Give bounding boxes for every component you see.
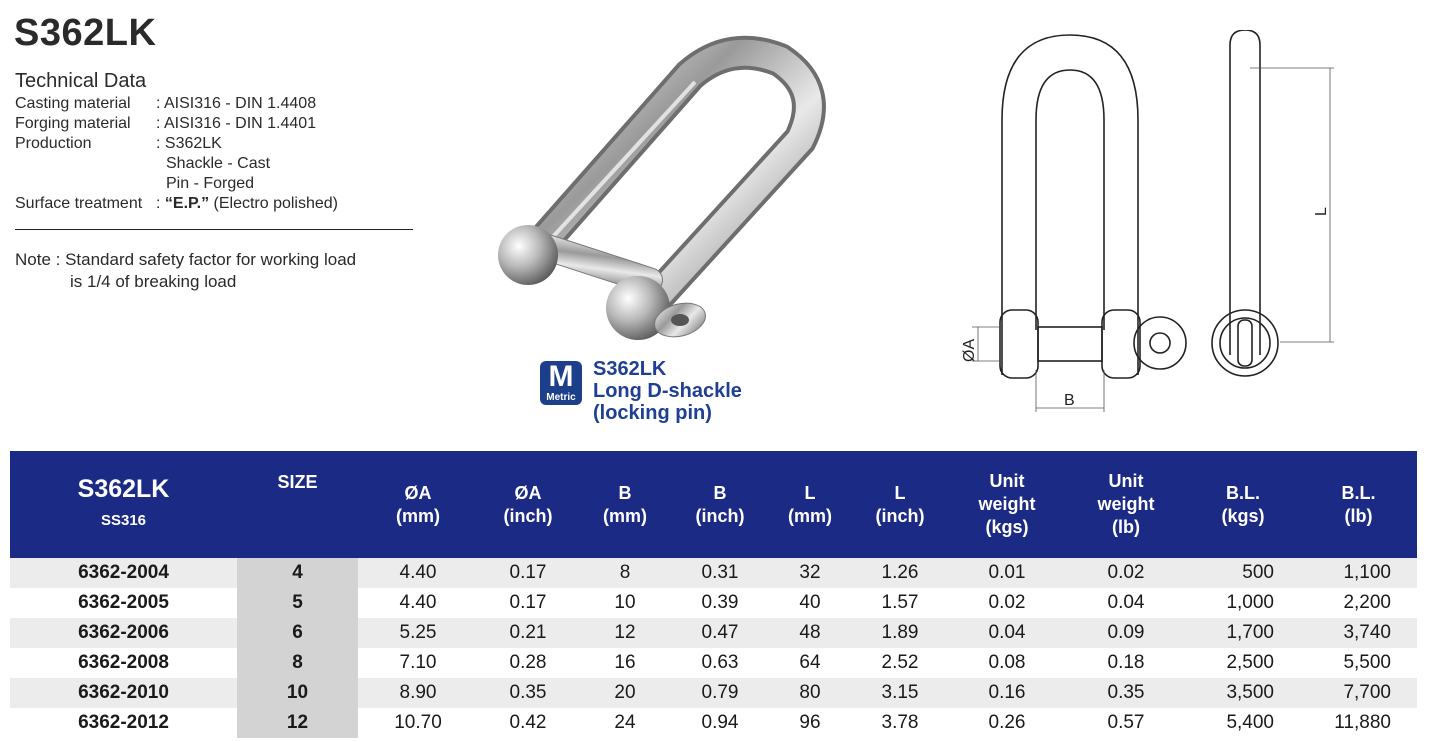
header-weight-kgs: Unit weight (kgs) — [948, 451, 1066, 558]
caption-name: Long D-shackle — [593, 380, 742, 402]
cell-size: 5 — [237, 588, 358, 618]
cell-code: 6362-2004 — [10, 558, 237, 588]
cell-size: 4 — [237, 558, 358, 588]
cell-bl-lb: 11,880 — [1300, 708, 1417, 738]
cell-code: 6362-2006 — [10, 618, 237, 648]
cell-bl-kgs: 5,400 — [1186, 708, 1300, 738]
spec-value: : S362LK — [156, 135, 222, 152]
cell-weight-kgs: 0.16 — [948, 678, 1066, 708]
cell-weight-lb: 0.35 — [1066, 678, 1186, 708]
spec-label: Casting material — [15, 95, 131, 112]
cell-b-inch: 0.63 — [672, 648, 768, 678]
table-header-row — [10, 451, 1417, 558]
dim-label-b: B — [1064, 392, 1075, 409]
cell-weight-lb: 0.04 — [1066, 588, 1186, 618]
spec-value: : “E.P.” (Electro polished) — [156, 195, 339, 212]
caption-model: S362LK — [593, 358, 667, 380]
cell-l-inch: 1.57 — [852, 588, 948, 618]
cell-bl-kgs: 500 — [1186, 558, 1300, 588]
cell-b-inch: 0.94 — [672, 708, 768, 738]
metric-text: Metric — [546, 392, 576, 403]
cell-b-mm: 12 — [578, 618, 672, 648]
header-model: S362LK SS316 — [10, 451, 237, 558]
cell-size: 12 — [237, 708, 358, 738]
cell-l-mm: 32 — [768, 558, 852, 588]
dim-label-a: ØA — [961, 338, 978, 362]
note-line-1: Note : Standard safety factor for working load — [15, 250, 357, 269]
cell-code: 6362-2005 — [10, 588, 237, 618]
cell-weight-kgs: 0.04 — [948, 618, 1066, 648]
cell-b-mm: 10 — [578, 588, 672, 618]
technical-data-heading: Technical Data — [15, 70, 147, 92]
cell-l-mm: 96 — [768, 708, 852, 738]
cell-weight-kgs: 0.08 — [948, 648, 1066, 678]
spec-value: : AISI316 - DIN 1.4401 — [156, 115, 317, 132]
cell-a-inch: 0.17 — [478, 588, 578, 618]
header-bl-kgs: B.L. (kgs) — [1186, 451, 1300, 558]
header-size: SIZE — [237, 451, 358, 558]
caption-detail: (locking pin) — [593, 402, 712, 424]
cell-weight-lb: 0.02 — [1066, 558, 1186, 588]
table-row — [10, 678, 1417, 708]
cell-a-mm: 8.90 — [358, 678, 478, 708]
dim-label-l: L — [1313, 207, 1330, 216]
cell-size: 10 — [237, 678, 358, 708]
cell-bl-lb: 1,100 — [1300, 558, 1417, 588]
cell-code: 6362-2012 — [10, 708, 237, 738]
header-l-mm: L (mm) — [768, 451, 852, 558]
cell-a-inch: 0.35 — [478, 678, 578, 708]
header-b-mm: B (mm) — [578, 451, 672, 558]
header-b-inch: B (inch) — [672, 451, 768, 558]
metric-badge — [540, 361, 582, 405]
cell-a-mm: 4.40 — [358, 588, 478, 618]
cell-b-mm: 8 — [578, 558, 672, 588]
cell-bl-lb: 7,700 — [1300, 678, 1417, 708]
cell-a-mm: 4.40 — [358, 558, 478, 588]
cell-a-inch: 0.17 — [478, 558, 578, 588]
cell-a-mm: 7.10 — [358, 648, 478, 678]
cell-bl-lb: 3,740 — [1300, 618, 1417, 648]
header-a-mm: ØA (mm) — [358, 451, 478, 558]
cell-code: 6362-2010 — [10, 678, 237, 708]
cell-b-mm: 20 — [578, 678, 672, 708]
cell-l-inch: 3.15 — [852, 678, 948, 708]
cell-a-inch: 0.42 — [478, 708, 578, 738]
cell-bl-kgs: 1,000 — [1186, 588, 1300, 618]
safety-note — [15, 249, 356, 293]
shackle-photo — [480, 30, 840, 350]
cell-a-inch: 0.21 — [478, 618, 578, 648]
note-line-2: is 1/4 of breaking load — [70, 272, 237, 291]
cell-a-mm: 10.70 — [358, 708, 478, 738]
cell-a-inch: 0.28 — [478, 648, 578, 678]
table-row — [10, 558, 1417, 588]
cell-bl-kgs: 1,700 — [1186, 618, 1300, 648]
cell-weight-lb: 0.57 — [1066, 708, 1186, 738]
product-caption — [593, 358, 742, 424]
cell-b-mm: 16 — [578, 648, 672, 678]
cell-b-mm: 24 — [578, 708, 672, 738]
cell-bl-lb: 2,200 — [1300, 588, 1417, 618]
cell-l-mm: 64 — [768, 648, 852, 678]
cell-l-mm: 80 — [768, 678, 852, 708]
header-a-inch: ØA (inch) — [478, 451, 578, 558]
spec-label: Surface treatment — [15, 195, 143, 212]
spec-label: Production — [15, 135, 92, 152]
cell-weight-kgs: 0.26 — [948, 708, 1066, 738]
table-row — [10, 708, 1417, 738]
table-row — [10, 588, 1417, 618]
cell-size: 8 — [237, 648, 358, 678]
cell-size: 6 — [237, 618, 358, 648]
header-bl-lb: B.L. (lb) — [1300, 451, 1417, 558]
cell-l-inch: 1.89 — [852, 618, 948, 648]
cell-l-inch: 3.78 — [852, 708, 948, 738]
cell-b-inch: 0.47 — [672, 618, 768, 648]
page-title: S362LK — [14, 12, 157, 54]
cell-l-inch: 2.52 — [852, 648, 948, 678]
spec-value: Shackle - Cast — [166, 155, 271, 172]
technical-drawing — [950, 30, 1350, 420]
table-row — [10, 618, 1417, 648]
header-weight-lb: Unit weight (lb) — [1066, 451, 1186, 558]
divider — [15, 229, 413, 230]
spec-value: Pin - Forged — [166, 175, 255, 192]
spec-value: : AISI316 - DIN 1.4408 — [156, 95, 317, 112]
cell-bl-kgs: 3,500 — [1186, 678, 1300, 708]
cell-weight-lb: 0.09 — [1066, 618, 1186, 648]
cell-weight-kgs: 0.01 — [948, 558, 1066, 588]
header-l-inch: L (inch) — [852, 451, 948, 558]
cell-weight-kgs: 0.02 — [948, 588, 1066, 618]
cell-bl-kgs: 2,500 — [1186, 648, 1300, 678]
spec-label: Forging material — [15, 115, 131, 132]
cell-b-inch: 0.39 — [672, 588, 768, 618]
cell-weight-lb: 0.18 — [1066, 648, 1186, 678]
table-row — [10, 648, 1417, 678]
cell-l-mm: 48 — [768, 618, 852, 648]
product-table — [10, 451, 1417, 738]
cell-l-mm: 40 — [768, 588, 852, 618]
cell-code: 6362-2008 — [10, 648, 237, 678]
metric-letter: M — [548, 360, 574, 393]
cell-l-inch: 1.26 — [852, 558, 948, 588]
cell-b-inch: 0.79 — [672, 678, 768, 708]
cell-bl-lb: 5,500 — [1300, 648, 1417, 678]
cell-b-inch: 0.31 — [672, 558, 768, 588]
cell-a-mm: 5.25 — [358, 618, 478, 648]
